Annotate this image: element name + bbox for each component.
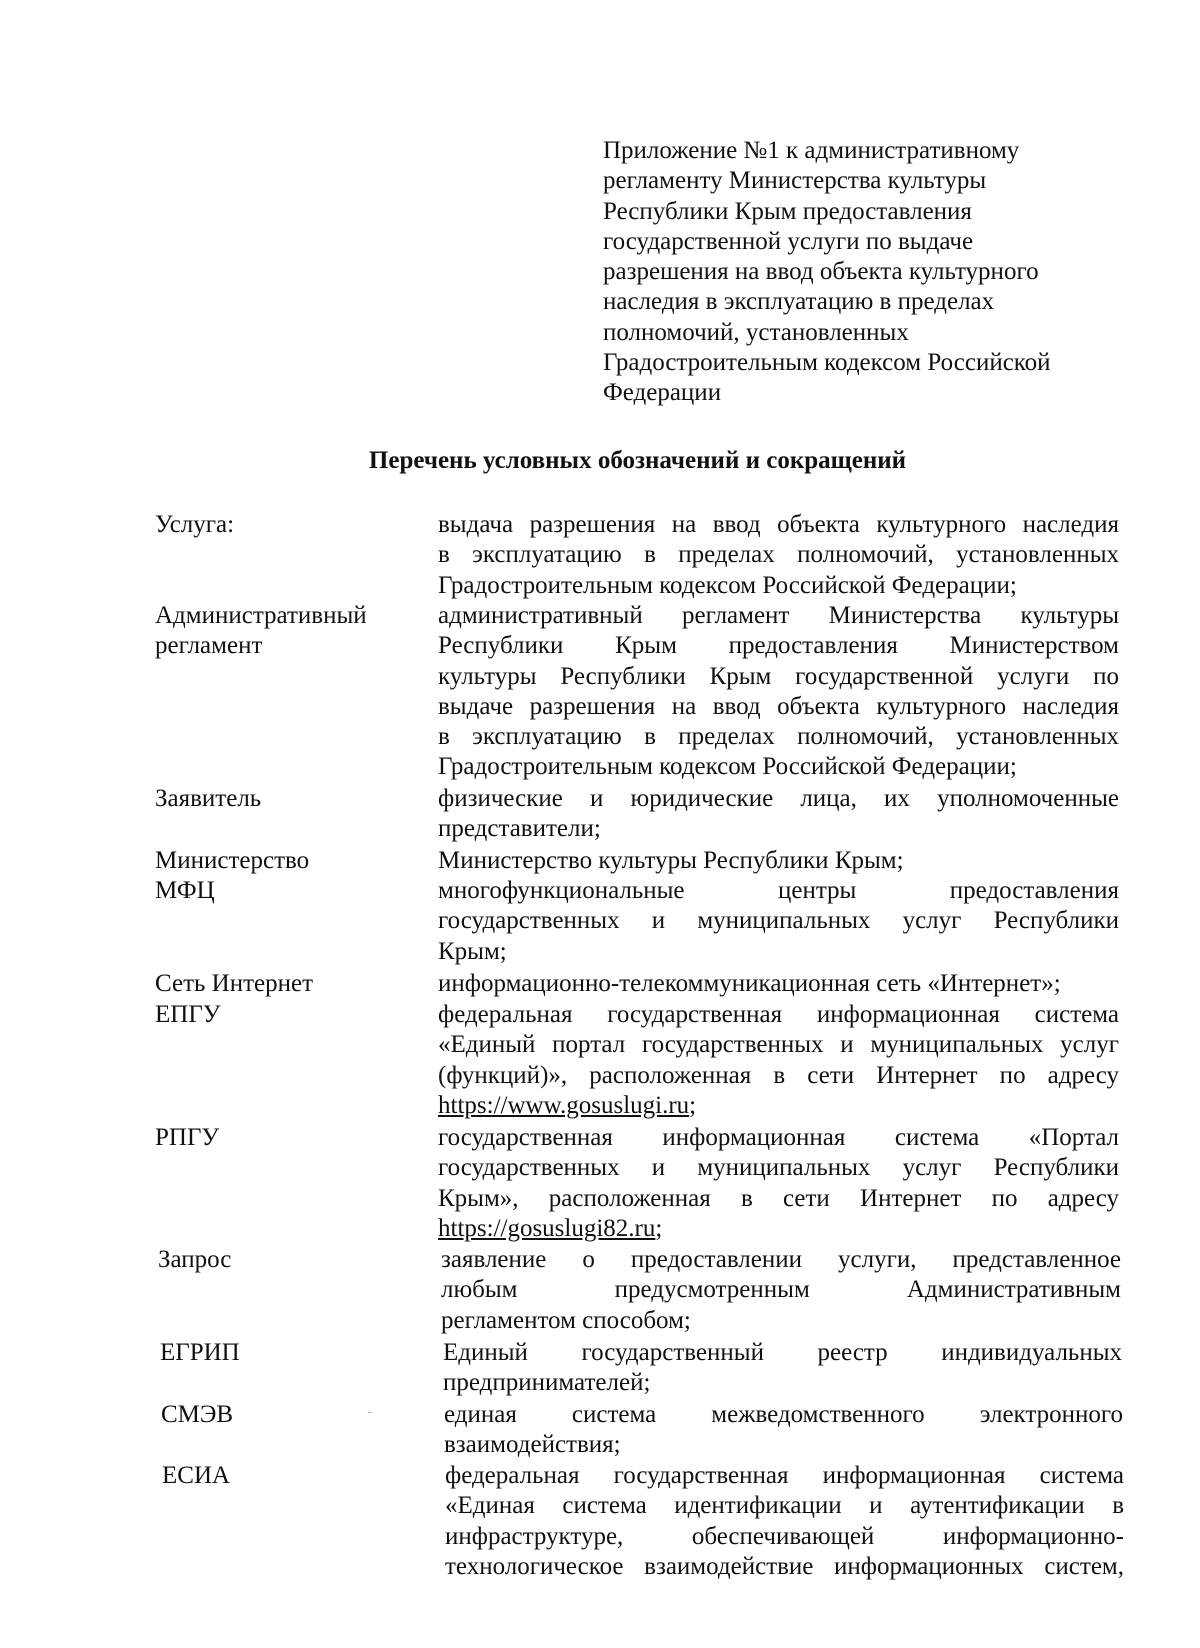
definition-line: физические и юридические лица, их уполномоченные [438, 785, 1119, 812]
definition-line: многофункциональные центры предоставления [438, 877, 1119, 904]
definition-administrative-regulation [438, 601, 1119, 783]
definition-line: Министерство культуры Республики Крым; [438, 847, 904, 874]
definition-epgu [438, 1000, 1119, 1121]
term-applicant [155, 784, 261, 814]
appendix-note [603, 136, 1123, 409]
definition-request [441, 1245, 1121, 1336]
term-internet [155, 969, 313, 999]
definition-line: единая система межведомственного электронного [444, 1401, 1123, 1428]
scan-speck [368, 1412, 372, 1413]
definition-line: в эксплуатацию в пределах полномочий, установленных [438, 723, 1119, 751]
definition-rpgu [438, 1123, 1119, 1244]
definition-smev [444, 1400, 1123, 1461]
definition-line: заявление о предоставлении услуги, представленное [441, 1246, 1121, 1273]
definition-line: Крым; [438, 937, 507, 965]
appendix-line: Республики Крым предоставления [603, 197, 972, 225]
definition-line: выдаче разрешения на ввод объекта культурного наследия [438, 692, 1119, 720]
definition-line: «Единая система идентификации и аутентификации в [445, 1492, 1124, 1520]
rpgu-link[interactable]: https://gosuslugi82.ru [438, 1214, 656, 1242]
term-line: ЕГРИП [160, 1339, 240, 1366]
definition-applicant [438, 784, 1119, 845]
term-line: ЕСИА [162, 1462, 231, 1489]
definition-line: выдача разрешения на ввод объекта культурного наследия [438, 511, 1119, 538]
definition-line: Градостроительным кодексом Российской Федерации; [438, 571, 1017, 599]
definition-ministry [438, 846, 1119, 876]
definition-line: любым предусмотренным Административным [441, 1276, 1121, 1304]
definition-mfc [438, 876, 1119, 967]
link-suffix: ; [689, 1091, 697, 1119]
definition-line: регламентом способом; [441, 1306, 691, 1334]
appendix-line: Приложение №1 к административному [603, 137, 1020, 164]
definition-line: представители; [438, 815, 601, 843]
page-title: Перечень условных обозначений и сокращений [368, 447, 907, 474]
term-rpgu [155, 1123, 219, 1153]
definition-line: Крым», расположенная в сети Интернет по адресу [438, 1184, 1119, 1212]
term-epgu [155, 1000, 220, 1030]
definition-line: «Единый портал государственных и муниципальных услуг [438, 1031, 1119, 1059]
definition-service [438, 510, 1119, 601]
term-line: Сеть Интернет [155, 970, 314, 997]
definition-line: Градостроительным кодексом Российской Федерации; [438, 753, 1017, 781]
definition-internet [438, 969, 1119, 999]
definition-line: инфраструктуре, обеспечивающей информационно- [445, 1522, 1124, 1550]
definition-line: государственных и муниципальных услуг Республики [438, 907, 1119, 935]
epgu-link[interactable]: https://www.gosuslugi.ru [438, 1091, 690, 1119]
definition-line: государственная информационная система «Портал [438, 1124, 1119, 1151]
definition-link-line [438, 1214, 1119, 1244]
appendix-line: разрешения на ввод объекта культурного [603, 258, 1039, 286]
appendix-line: полномочий, установленных [603, 318, 909, 346]
appendix-line: регламенту Министерства культуры [603, 167, 987, 195]
definition-line: информационно-телекоммуникационная сеть «Интернет»; [438, 970, 1061, 997]
definition-line: предпринимателей; [443, 1369, 651, 1397]
appendix-line: государственной услуги по выдаче [603, 227, 974, 255]
term-administrative-regulation [155, 601, 367, 662]
term-line: Заявитель [155, 785, 262, 812]
appendix-line: Федерации [603, 379, 722, 407]
term-line: МФЦ [155, 877, 215, 904]
term-request [158, 1245, 231, 1275]
term-mfc [155, 876, 215, 906]
definition-link-line [438, 1091, 1119, 1121]
term-line: Запрос [158, 1246, 232, 1273]
term-line: ЕПГУ [155, 1001, 221, 1028]
definition-line: Единый государственный реестр индивидуальных [443, 1339, 1122, 1366]
definition-line: взаимодействия; [444, 1431, 621, 1459]
term-line: РПГУ [155, 1124, 220, 1151]
definition-line: федеральная государственная информационная система [438, 1001, 1119, 1028]
definition-line: технологическое взаимодействие информационных систем, [445, 1552, 1124, 1580]
appendix-line: Градостроительным кодексом Российской [603, 349, 1051, 377]
term-line: Административный [155, 602, 367, 629]
appendix-line: наследия в эксплуатацию в пределах [603, 288, 995, 316]
definition-line: государственных и муниципальных услуг Республики [438, 1154, 1119, 1182]
definition-line: в эксплуатацию в пределах полномочий, установленных [438, 541, 1119, 569]
term-line: регламент [155, 632, 263, 660]
definition-line: культуры Республики Крым государственной услуги по [438, 662, 1119, 690]
term-line: СМЭВ [161, 1401, 234, 1428]
term-service [155, 510, 234, 540]
term-line: Министерство [155, 847, 310, 874]
term-egrip [160, 1338, 240, 1368]
definition-line: федеральная государственная информационная система [445, 1462, 1124, 1489]
definition-line: Республики Крым предоставления Министерством [438, 632, 1119, 660]
definition-line: (функций)», расположенная в сети Интернет по адресу [438, 1061, 1119, 1089]
term-ministry [155, 846, 309, 876]
link-suffix: ; [655, 1214, 663, 1242]
definition-esia [445, 1461, 1124, 1582]
term-esia [162, 1461, 230, 1491]
definition-line: административный регламент Министерства культуры [438, 602, 1119, 629]
term-line: Услуга: [155, 511, 235, 538]
term-smev [161, 1400, 233, 1430]
definition-egrip [443, 1338, 1122, 1399]
